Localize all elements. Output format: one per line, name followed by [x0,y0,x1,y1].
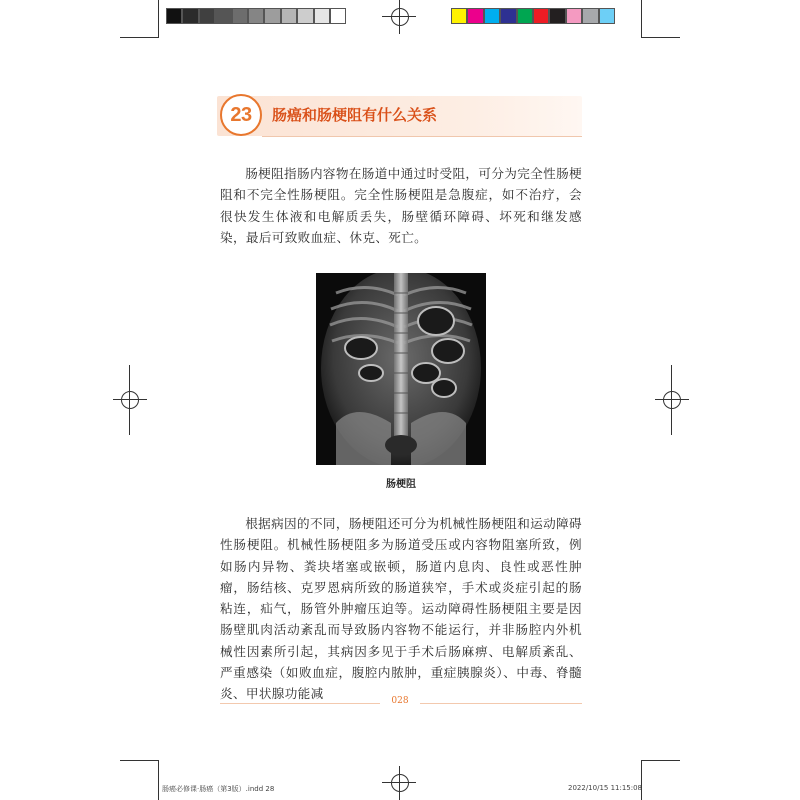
grayscale-swatch [248,8,264,24]
chapter-title: 肠癌和肠梗阻有什么关系 [272,106,438,124]
crop-mark-top-left-v [158,0,159,38]
grayscale-swatch [215,8,231,24]
crop-mark-bottom-left-h [120,760,158,761]
footer-rule-right [420,703,582,704]
color-swatch [517,8,533,24]
crop-mark-bottom-left-v [158,760,159,800]
grayscale-swatch [232,8,248,24]
grayscale-swatch [166,8,182,24]
grayscale-swatch [281,8,297,24]
color-swatch [484,8,500,24]
crop-mark-bottom-right-h [642,760,680,761]
slug-right: 2022/10/15 11:15:08 [568,784,643,792]
chapter-header-rule [262,136,582,137]
grayscale-swatch [314,8,330,24]
chapter-number: 23 [230,103,252,126]
color-swatch [582,8,598,24]
body-paragraph-2: 根据病因的不同，肠梗阻还可分为机械性肠梗阻和运动障碍性肠梗阻。机械性肠梗阻多为肠道受压或内容物阻塞所致，例如肠内异物、粪块堵塞或嵌顿，肠道内息肉、良性或恶性肿瘤，肠结核、克罗恩病所致的肠道狭窄，手术或炎症引起的肠粘连，疝气，肠管外肿瘤压迫等。运动障碍性肠梗阻主要是因肠壁肌肉活动紊乱而导致肠内容物不能运行，并非肠腔内外机械性因素所引起，其病因多见于手术后肠麻痹、电解质紊乱、严重感染（如败血症，腹腔内脓肿，重症胰腺炎）、中毒、脊髓炎、甲状腺功能减 [220,516,582,702]
color-swatch [500,8,516,24]
color-swatch [451,8,467,24]
slug-left: 肠癌必修课·肠癌（第3版）.indd 28 [162,785,275,793]
crop-mark-bottom-right-v [641,760,642,800]
chapter-number-badge [220,94,262,136]
grayscale-bar [166,8,346,24]
xray-image [316,273,486,465]
figure-caption: 肠梗阻 [386,479,416,490]
crop-mark-top-right-v [641,0,642,38]
grayscale-swatch [182,8,198,24]
grayscale-swatch [264,8,280,24]
page-number: 028 [391,696,409,706]
grayscale-swatch [199,8,215,24]
grayscale-swatch [330,8,346,24]
color-swatch [467,8,483,24]
color-swatch [566,8,582,24]
crop-mark-top-right-h [642,37,680,38]
color-swatch [533,8,549,24]
grayscale-swatch [297,8,313,24]
footer-rule-left [220,703,380,704]
color-swatch [549,8,565,24]
body-paragraph-1: 肠梗阻指肠内容物在肠道中通过时受阻，可分为完全性肠梗阻和不完全性肠梗阻。完全性肠梗阻是急腹症，如不治疗，会很快发生体液和电解质丢失，肠壁循环障碍、坏死和继发感染，最后可致败血症、休克、死亡。 [220,166,582,245]
crop-mark-top-left-h [120,37,158,38]
color-bar [451,8,615,24]
color-swatch [599,8,615,24]
